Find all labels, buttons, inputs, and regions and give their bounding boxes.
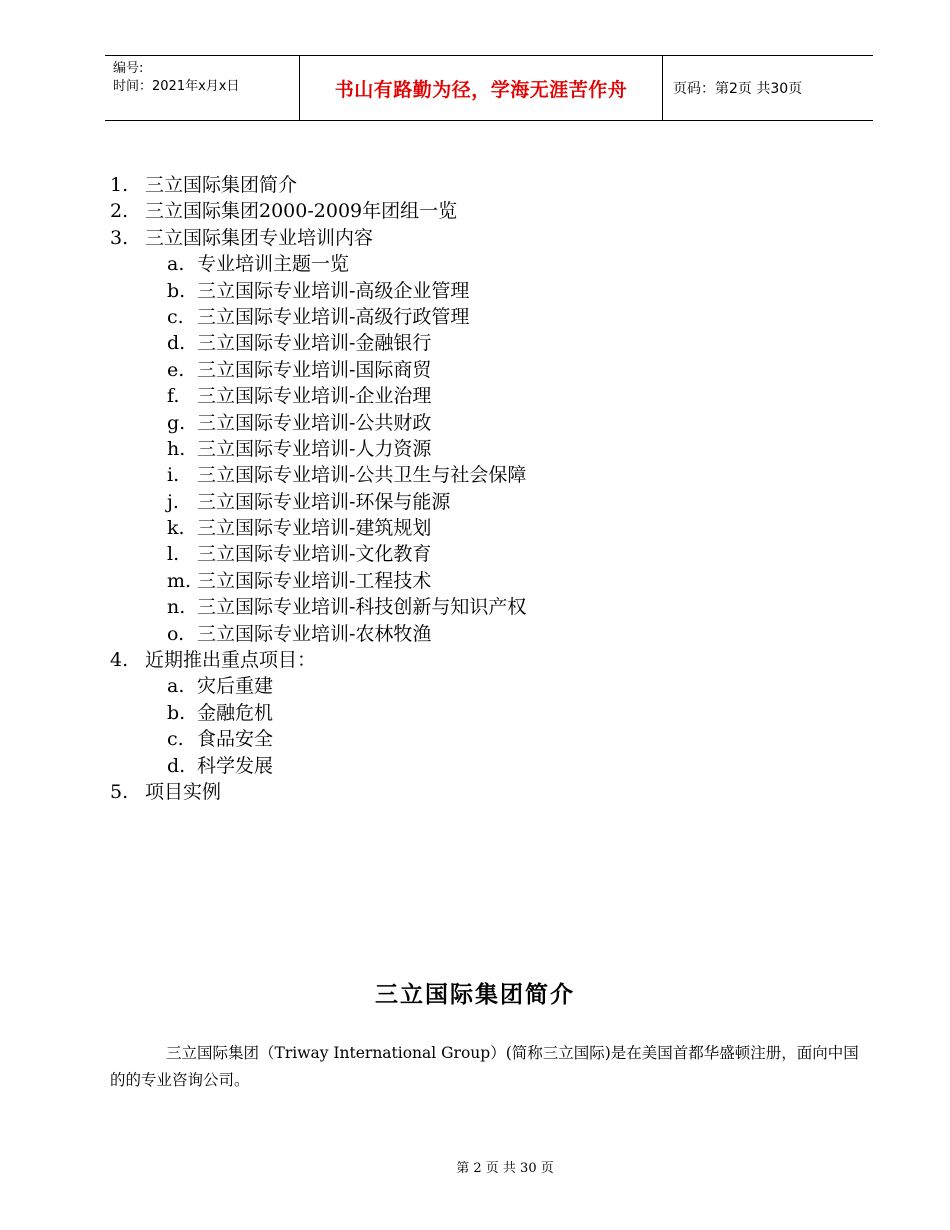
outline-subitem-letter: a. xyxy=(167,675,185,698)
outline-subitem-letter: a. xyxy=(167,253,185,276)
outline-subitem xyxy=(110,621,526,647)
outline-subitem xyxy=(110,568,526,594)
outline-subitem-text: 三立国际专业培训-企业治理 xyxy=(197,385,432,408)
outline-subitem-text: 三立国际专业培训-高级行政管理 xyxy=(197,305,470,328)
outline-subitem-text: 三立国际专业培训-农林牧渔 xyxy=(197,622,432,645)
outline-item-number: 4. xyxy=(110,649,129,672)
outline-subitem xyxy=(110,673,526,699)
outline-subitem-text: 三立国际专业培训-金融银行 xyxy=(197,332,432,355)
outline-subitem-text: 三立国际专业培训-工程技术 xyxy=(197,569,432,592)
page-footer: 第 2 页 共 30 页 xyxy=(456,1161,554,1176)
outline-subitem-letter: o. xyxy=(167,622,185,645)
outline-subitem-letter: f. xyxy=(167,385,180,408)
outline-subitem-text: 三立国际专业培训-国际商贸 xyxy=(197,358,432,381)
outline-subitem-text: 食品安全 xyxy=(197,728,274,751)
outline-item-text: 三立国际集团2000-2009年团组一览 xyxy=(145,200,458,223)
outline-item-number: 3. xyxy=(110,226,129,249)
outline-subitem-letter: k. xyxy=(167,517,185,540)
section-title: 三立国际集团简介 xyxy=(375,981,575,1008)
outline-subitem xyxy=(110,330,526,356)
outline-item-text: 项目实例 xyxy=(145,780,222,803)
outline-subitem-text: 三立国际专业培训-科技创新与知识产权 xyxy=(197,596,527,619)
outline-subitem-text: 三立国际专业培训-人力资源 xyxy=(197,437,432,460)
outline-subitem-letter: c. xyxy=(167,728,184,751)
outline-subitem xyxy=(110,753,526,779)
outline-subitem-text: 专业培训主题一览 xyxy=(197,253,350,276)
outline-subitem xyxy=(110,304,526,330)
outline-subitem-letter: d. xyxy=(167,332,186,355)
outline-item xyxy=(110,198,526,224)
outline-item xyxy=(110,647,526,673)
outline-subitem xyxy=(110,515,526,541)
outline-subitem xyxy=(110,700,526,726)
outline-subitem xyxy=(110,594,526,620)
outline-subitem-letter: j. xyxy=(167,490,179,513)
header-motto: 书山有路勤为径，学海无涯苦作舟 xyxy=(300,56,663,120)
outline-subitem xyxy=(110,462,526,488)
outline-subitem xyxy=(110,436,526,462)
outline-subitem-letter: m. xyxy=(167,569,192,592)
outline-subitem-letter: d. xyxy=(167,754,186,777)
outline-item-number: 1. xyxy=(110,174,129,196)
outline-subitem-text: 三立国际专业培训-高级企业管理 xyxy=(197,279,470,302)
time-label: 时间：2021年x月x日 xyxy=(113,79,240,94)
outline-item xyxy=(110,225,526,251)
page-header xyxy=(105,55,873,121)
outline-subitem-letter: g. xyxy=(167,411,186,434)
outline-subitem xyxy=(110,251,526,277)
outline-subitem-text: 科学发展 xyxy=(197,754,274,777)
outline-subitem-text: 三立国际专业培训-建筑规划 xyxy=(197,517,432,540)
outline-subitem-text: 金融危机 xyxy=(197,701,274,724)
outline-subitem-letter: c. xyxy=(167,305,184,328)
outline-subitem xyxy=(110,726,526,752)
outline-item-text: 近期推出重点项目： xyxy=(145,649,317,672)
outline-subitem-text: 三立国际专业培训-环保与能源 xyxy=(197,490,451,513)
serial-label: 编号: xyxy=(113,61,144,76)
outline-item xyxy=(110,779,526,805)
outline-subitem-text: 三立国际专业培训-公共财政 xyxy=(197,411,432,434)
section-paragraph: 三立国际集团（Triway International Group）(简称三立国际)是在美国首都华盛顿注册，面向中国的的专业咨询公司。 xyxy=(110,1044,859,1089)
outline-subitem xyxy=(110,278,526,304)
outline-subitem-text: 灾后重建 xyxy=(197,675,274,698)
outline-subitem-text: 三立国际专业培训-文化教育 xyxy=(197,543,432,566)
outline-item-number: 2. xyxy=(110,200,129,223)
outline-subitem xyxy=(110,383,526,409)
outline-subitem xyxy=(110,489,526,515)
header-page-info: 页码：第2页 共30页 xyxy=(673,81,803,97)
outline-item-text: 三立国际集团简介 xyxy=(145,174,298,196)
outline-item-number: 5. xyxy=(110,780,129,803)
outline-subitem-letter: b. xyxy=(167,701,186,724)
outline-subitem-letter: b. xyxy=(167,279,186,302)
outline-subitem xyxy=(110,410,526,436)
header-info-cell xyxy=(105,56,300,120)
outline-subitem xyxy=(110,357,526,383)
outline-subitem-letter: e. xyxy=(167,358,185,381)
outline-subitem-letter: i. xyxy=(167,464,180,487)
outline-item xyxy=(110,172,526,198)
outline-subitem-letter: h. xyxy=(167,437,186,460)
outline-subitem-letter: n. xyxy=(167,596,186,619)
outline-subitem-letter: l. xyxy=(167,543,180,566)
outline-subitem xyxy=(110,541,526,567)
outline-list xyxy=(110,172,526,805)
outline-subitem-text: 三立国际专业培训-公共卫生与社会保障 xyxy=(197,464,527,487)
outline-item-text: 三立国际集团专业培训内容 xyxy=(145,226,374,249)
